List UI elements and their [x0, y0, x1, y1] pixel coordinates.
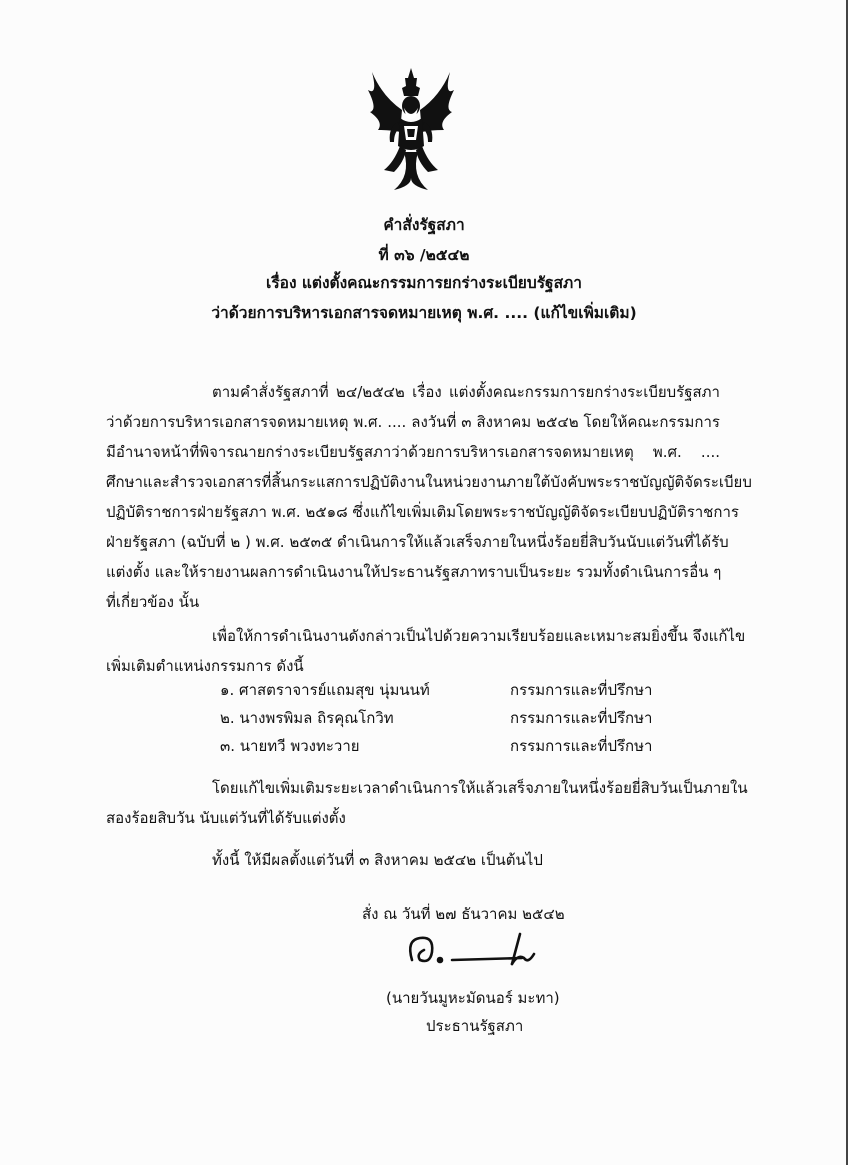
member-role: กรรมการและที่ปรึกษา: [510, 681, 653, 699]
effective-date-line: ทั้งนี้ ให้มีผลตั้งแต่วันที่ ๓ สิงหาคม ๒๕๔๒ เป็นต้นไป: [212, 851, 543, 869]
para3-line-2: สองร้อยสิบวัน นับแต่วันที่ได้รับแต่งตั้ง: [106, 809, 346, 827]
para1-line-4: ศึกษาและสำรวจเอกสารที่สิ้นกระแสการปฏิบัติงานในหน่วยงานภายใต้บังคับพระราชบัญญัติจัดระเบียบ: [106, 473, 752, 491]
para1-line-1: ตามคำสั่งรัฐสภาที่ ๒๔/๒๕๔๒ เรื่อง แต่งตั้งคณะกรรมการยกร่างระเบียบรัฐสภา: [212, 383, 720, 401]
member-role: กรรมการและที่ปรึกษา: [510, 709, 653, 727]
document-type: คำสั่งรัฐสภา: [383, 216, 465, 234]
signatory-name: (นายวันมูหะมัดนอร์ มะทา): [386, 989, 560, 1007]
para2-line-2: เพิ่มเติมตำแหน่งกรรมการ ดังนี้: [106, 657, 304, 675]
garuda-emblem-icon: [364, 66, 458, 194]
para1-line-8: ที่เกี่ยวข้อง นั้น: [106, 593, 200, 611]
subject-line-1: เรื่อง แต่งตั้งคณะกรรมการยกร่างระเบียบรัฐสภา: [266, 274, 582, 292]
document-number: ที่ ๓๖ /๒๕๔๒: [378, 246, 470, 264]
para1-line-7: แต่งตั้ง และให้รายงานผลการดำเนินงานให้ประธานรัฐสภาทราบเป็นระยะ รวมทั้งดำเนินการอื่น ๆ: [106, 563, 722, 581]
order-date-line: สั่ง ณ วันที่ ๒๗ ธันวาคม ๒๕๔๒: [362, 905, 565, 923]
para2-line-1: เพื่อให้การดำเนินงานดังกล่าวเป็นไปด้วยความเรียบร้อยและเหมาะสมยิ่งขึ้น จึงแก้ไข: [212, 627, 746, 645]
member-name: ๒. นางพรพิมล ถิรคุณโกวิท: [220, 709, 394, 727]
subject-line-2: ว่าด้วยการบริหารเอกสารจดหมายเหตุ พ.ศ. .... (แก้ไขเพิ่มเติม): [211, 304, 637, 322]
member-name: ๑. ศาสตราจารย์แถมสุข นุ่มนนท์: [220, 681, 430, 699]
para3-line-1: โดยแก้ไขเพิ่มเติมระยะเวลาดำเนินการให้แล้วเสร็จภายในหนึ่งร้อยยี่สิบวันเป็นภายใน: [212, 779, 748, 797]
signature-icon: [402, 930, 542, 970]
signatory-title: ประธานรัฐสภา: [426, 1017, 524, 1035]
para1-line-6: ฝ่ายรัฐสภา (ฉบับที่ ๒ ) พ.ศ. ๒๕๓๕ ดำเนินการให้แล้วเสร็จภายในหนึ่งร้อยยี่สิบวันนับแต่วันที่ได้รับ: [106, 533, 729, 551]
member-name: ๓. นายทวี พวงทะวาย: [220, 737, 360, 755]
member-role: กรรมการและที่ปรึกษา: [510, 737, 653, 755]
para1-line-5: ปฏิบัติราชการฝ่ายรัฐสภา พ.ศ. ๒๕๑๘ ซึ่งแก้ไขเพิ่มเติมโดยพระราชบัญญัติจัดระเบียบปฏิบัติราชการ: [106, 503, 739, 521]
para1-line-3: มีอำนาจหน้าที่พิจารณายกร่างระเบียบรัฐสภาว่าด้วยการบริหารเอกสารจดหมายเหตุ พ.ศ. ....: [106, 443, 720, 461]
para1-line-2: ว่าด้วยการบริหารเอกสารจดหมายเหตุ พ.ศ. .... ลงวันที่ ๓ สิงหาคม ๒๕๔๒ โดยให้คณะกรรมการ: [106, 413, 720, 431]
